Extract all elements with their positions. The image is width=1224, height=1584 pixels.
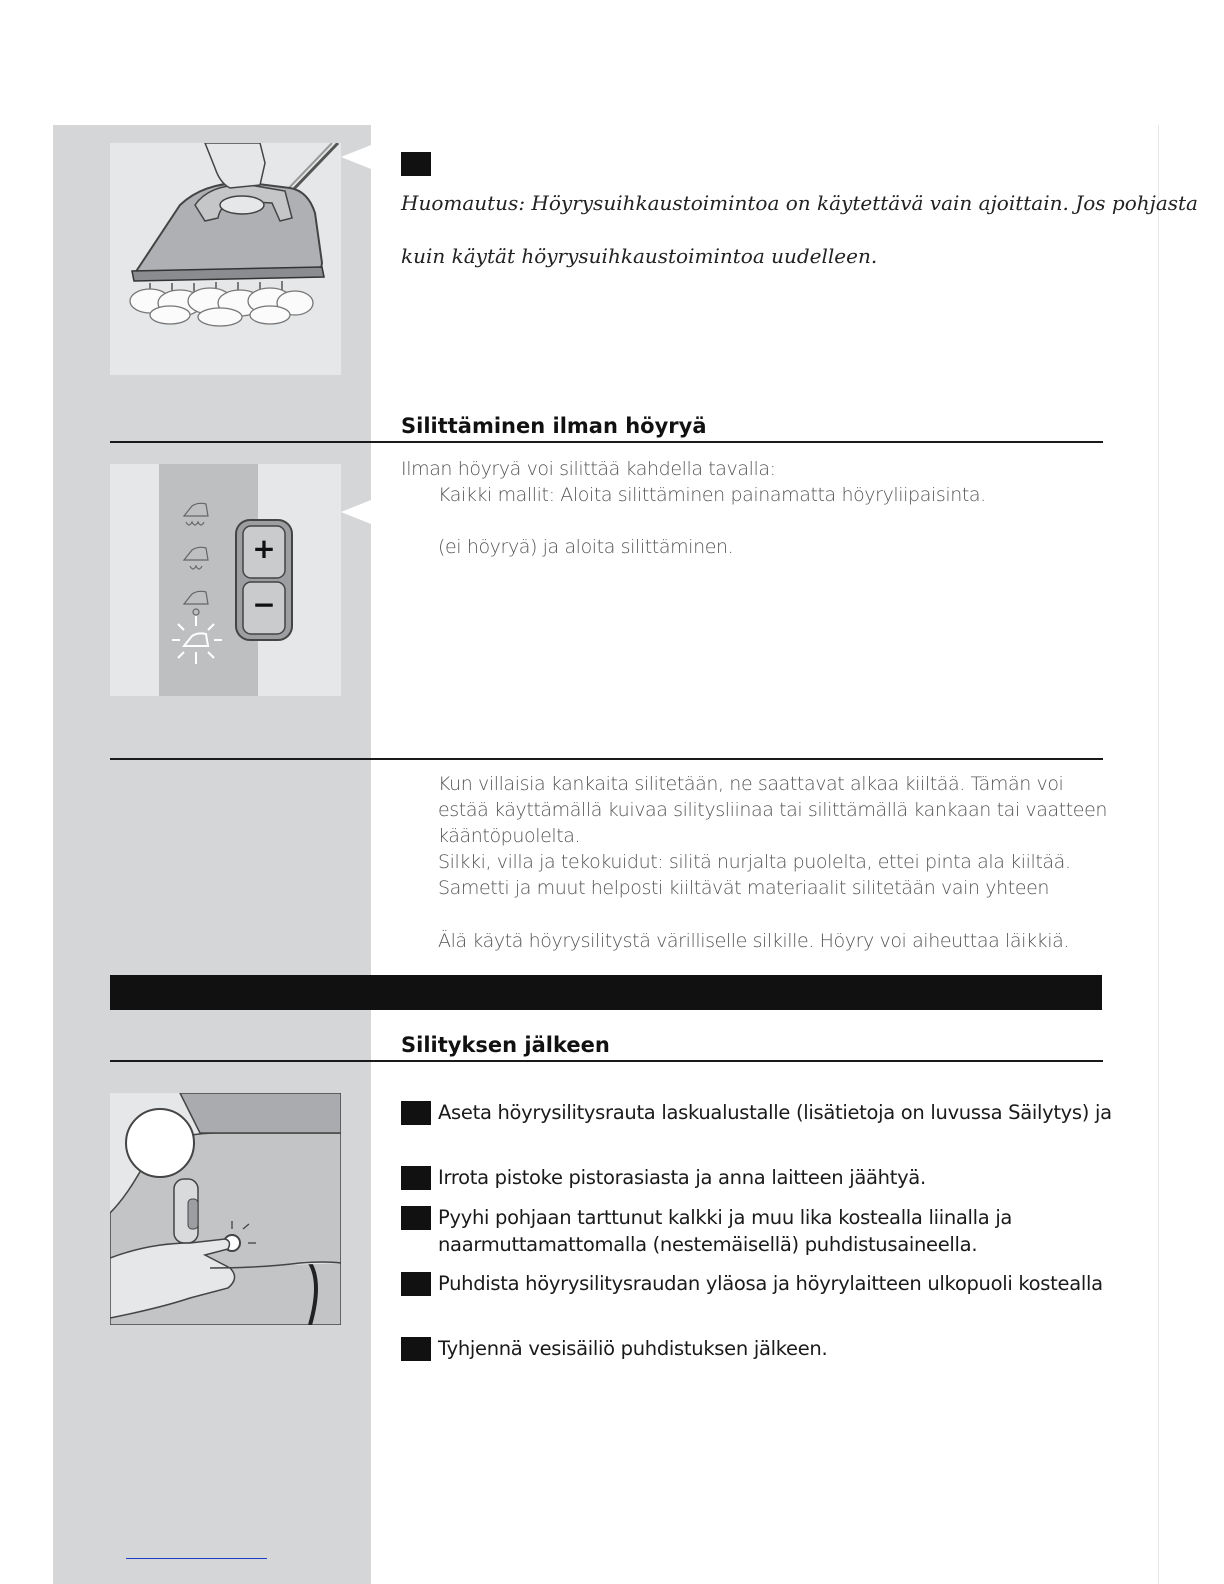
list-item: (ei höyryä) ja aloita silittäminen. <box>438 536 734 558</box>
plus-button: + <box>252 532 276 565</box>
steam-settings-icons <box>110 464 341 696</box>
tip-line: Silkki, villa ja tekokuidut: silitä nurjalta puolelta, ettei pinta ala kiiltää. <box>438 851 1071 873</box>
callout-pointer <box>341 500 371 524</box>
note-line-1: Huomautus: Höyrysuihkaustoimintoa on käytettävä vain ajoittain. Jos pohjasta <box>401 191 1198 215</box>
step-text: Irrota pistoke pistorasiasta ja anna laitteen jäähtyä. <box>438 1166 926 1189</box>
iron-steam-drawing <box>110 143 341 375</box>
step-marker <box>401 152 431 176</box>
step-text: naarmuttamattomalla (nestemäisellä) puhdistusaineella. <box>438 1233 978 1256</box>
right-margin-line <box>1158 125 1159 1584</box>
callout-pointer <box>341 145 371 169</box>
footer-link[interactable] <box>126 1558 267 1559</box>
steam-shot-illustration <box>110 143 341 375</box>
tip-line: Kun villaisia kankaita silitetään, ne saattavat alkaa kiiltää. Tämän voi <box>438 773 1064 795</box>
step-marker <box>401 1206 431 1230</box>
note-line-2: kuin käytät höyrysuihkaustoimintoa uudelleen. <box>401 244 878 268</box>
step-text: Puhdista höyrysilitysraudan yläosa ja höyrylaitteen ulkopuoli kostealla <box>438 1272 1103 1295</box>
tip-line: Älä käytä höyrysilitystä värilliselle silkille. Höyry voi aiheuttaa läikkiä. <box>438 930 1069 952</box>
step-marker <box>401 1272 431 1296</box>
step-marker <box>401 1337 431 1361</box>
intro-text: Ilman höyryä voi silittää kahdella tavalla: <box>401 458 776 480</box>
section-rule <box>110 758 1103 760</box>
list-item: Kaikki mallit: Aloita silittäminen painamatta höyryliipaisinta. <box>438 484 986 506</box>
heading-after-ironing: Silityksen jälkeen <box>401 1033 610 1057</box>
unplug-illustration <box>110 1093 341 1325</box>
heading-ironing-without-steam: Silittäminen ilman höyryä <box>401 414 707 438</box>
step-marker <box>401 1101 431 1125</box>
step-text: Tyhjennä vesisäiliö puhdistuksen jälkeen. <box>438 1337 828 1360</box>
step-text: Aseta höyrysilitysrauta laskualustalle (lisätietoja on luvussa Säilytys) ja <box>438 1101 1112 1124</box>
section-rule <box>110 1060 1103 1062</box>
tip-line: estää käyttämällä kuivaa silitysliinaa tai silittämällä kankaan tai vaatteen <box>438 799 1108 821</box>
tip-line: kääntöpuolelta. <box>438 825 581 847</box>
step-marker <box>401 1166 431 1190</box>
unplug-drawing <box>110 1093 341 1325</box>
step-text: Pyyhi pohjaan tarttunut kalkki ja muu lika kostealla liinalla ja <box>438 1206 1013 1229</box>
chapter-bar <box>110 975 1102 1010</box>
steam-control-illustration <box>110 464 341 696</box>
minus-button: − <box>252 588 276 621</box>
section-rule <box>110 441 1103 443</box>
tip-line: Sametti ja muut helposti kiiltävät materiaalit silitetään vain yhteen <box>438 877 1050 899</box>
